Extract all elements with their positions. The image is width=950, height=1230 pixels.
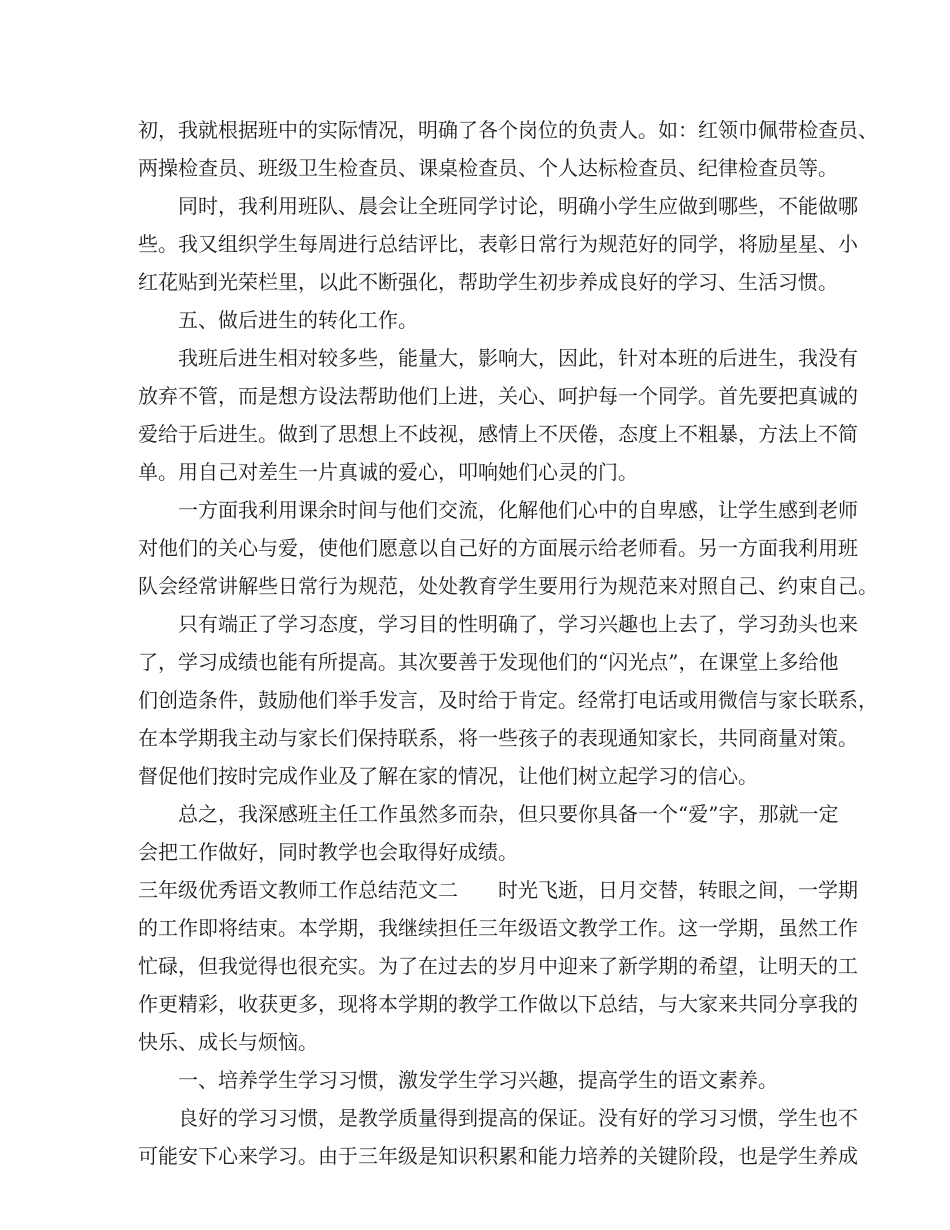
text-line: 在本学期我主动与家长们保持联系，将一些孩子的表现通知家长，共同商量对策。 — [138, 726, 858, 750]
text-line: 快乐、成长与烦恼。 — [138, 1030, 318, 1054]
text-line: 红花贴到光荣栏里，以此不断强化，帮助学生初步养成良好的学习、生活习惯。 — [138, 270, 838, 294]
paragraph-start-line: 同时，我利用班队、晨会让全班同学讨论，明确小学生应做到哪些，不能做哪 — [178, 194, 858, 218]
paragraph-start-line: 一方面我利用课余时间与他们交流，化解他们心中的自卑感，让学生感到老师 — [178, 498, 858, 522]
text-line: 初，我就根据班中的实际情况，明确了各个岗位的负责人。如：红领巾佩带检查员、 — [138, 118, 878, 142]
text-line: 忙碌，但我觉得也很充实。为了在过去的岁月中迎来了新学期的希望，让明天的工 — [138, 954, 858, 978]
text-line: 的工作即将结束。本学期，我继续担任三年级语文教学工作。这一学期，虽然工作 — [138, 916, 858, 940]
text-line: 爱给于后进生。做到了思想上不歧视，感情上不厌倦，态度上不粗暴，方法上不简 — [138, 422, 858, 446]
text-line: 队会经常讲解些日常行为规范，处处教育学生要用行为规范来对照自己、约束自己。 — [138, 574, 878, 598]
text-line: 会把工作做好，同时教学也会取得好成绩。 — [138, 840, 518, 864]
paragraph-start-line: 总之，我深感班主任工作虽然多而杂，但只要你具备一个“爱”字，那就一定 — [178, 802, 839, 826]
section-heading: 五、做后进生的转化工作。 — [178, 308, 418, 332]
section-heading: 一、培养学生学习习惯，激发学生学习兴趣，提高学生的语文素养。 — [178, 1068, 778, 1092]
text-line: 了，学习成绩也能有所提高。其次要善于发现他们的“闪光点”，在课堂上多给他 — [138, 650, 839, 674]
article-title-line: 三年级优秀语文教师工作总结范文二 时光飞逝，日月交替，转眼之间，一学期 — [138, 878, 858, 902]
text-line: 可能安下心来学习。由于三年级是知识积累和能力培养的关键阶段，也是学生养成 — [138, 1144, 858, 1168]
text-line: 督促他们按时完成作业及了解在家的情况，让他们树立起学习的信心。 — [138, 764, 758, 788]
text-line: 些。我又组织学生每周进行总结评比，表彰日常行为规范好的同学，将励星星、小 — [138, 232, 858, 256]
text-line: 单。用自己对差生一片真诚的爱心，叩响她们心灵的门。 — [138, 460, 638, 484]
text-line: 作更精彩，收获更多，现将本学期的教学工作做以下总结，与大家来共同分享我的 — [138, 992, 858, 1016]
paragraph-start-line: 良好的学习习惯，是教学质量得到提高的保证。没有好的学习习惯，学生也不 — [178, 1106, 858, 1130]
text-line: 对他们的关心与爱，使他们愿意以自己好的方面展示给老师看。另一方面我利用班 — [138, 536, 858, 560]
text-line: 放弃不管，而是想方设法帮助他们上进，关心、呵护每一个同学。首先要把真诚的 — [138, 384, 858, 408]
paragraph-start-line: 我班后进生相对较多些，能量大，影响大，因此，针对本班的后进生，我没有 — [178, 346, 858, 370]
paragraph-start-line: 只有端正了学习态度，学习目的性明确了，学习兴趣也上去了，学习劲头也来 — [178, 612, 858, 636]
text-line: 两操检查员、班级卫生检查员、课桌检查员、个人达标检查员、纪律检查员等。 — [138, 156, 838, 180]
text-line: 们创造条件，鼓励他们举手发言，及时给于肯定。经常打电话或用微信与家长联系， — [138, 688, 878, 712]
